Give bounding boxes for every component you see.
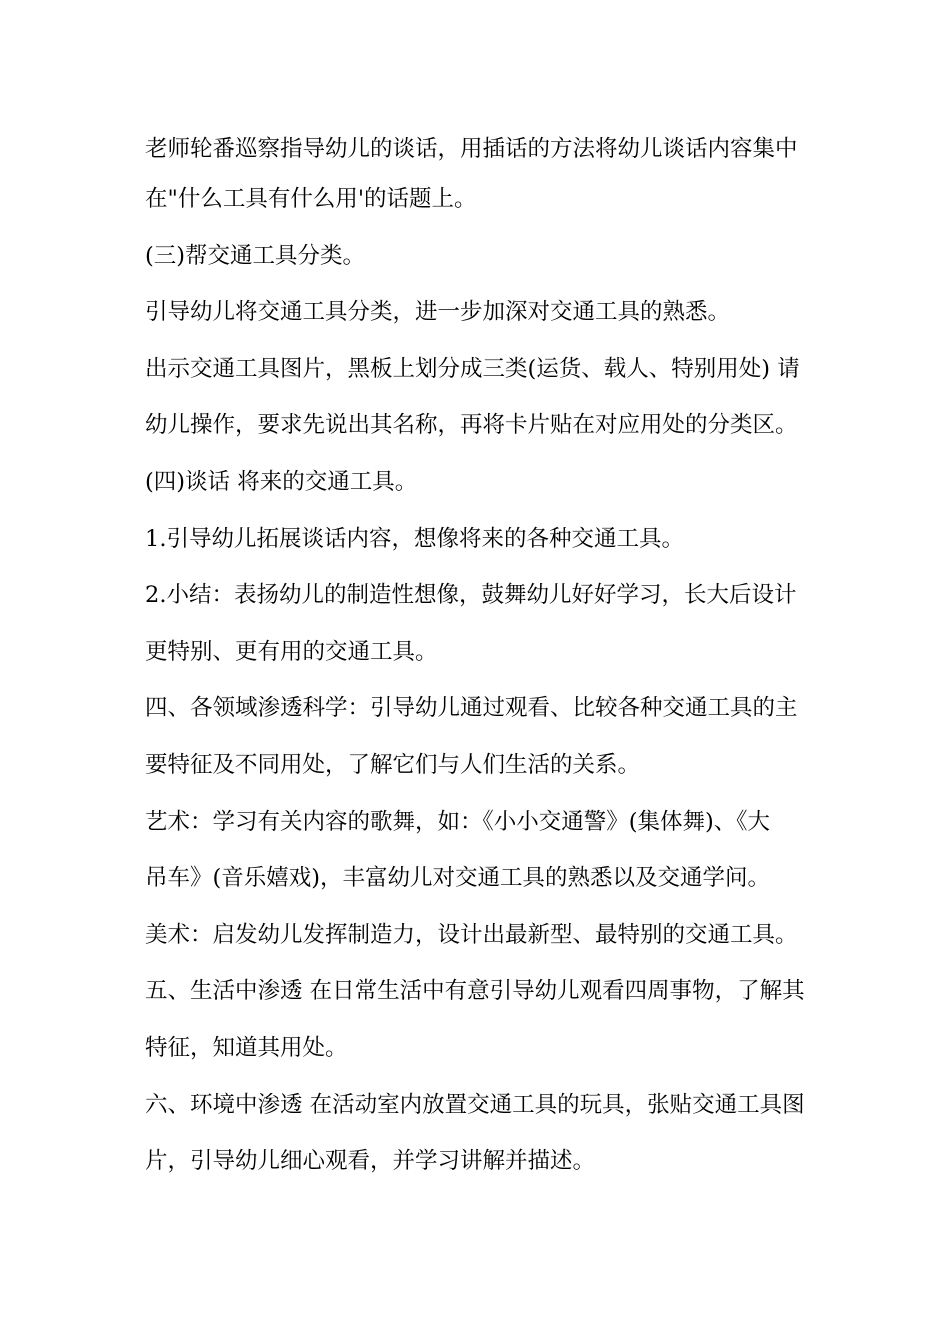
section-heading: 五、生活中渗透 在日常生活中有意引导幼儿观看四周事物，了解其 bbox=[145, 978, 805, 1005]
text-line: 更特别、更有用的交通工具。 bbox=[145, 638, 438, 665]
text-line: 美术：启发幼儿发挥制造力，设计出最新型、最特别的交通工具。 bbox=[145, 921, 798, 948]
list-item: 1.引导幼儿拓展谈话内容，想像将来的各种交通工具。 bbox=[145, 525, 684, 552]
document-body bbox=[145, 127, 813, 1190]
text-line: 在"什么工具有什么用'的话题上。 bbox=[145, 186, 477, 212]
section-heading: (四)谈话 将来的交通工具。 bbox=[145, 468, 418, 495]
text-line: 幼儿操作，要求先说出其名称，再将卡片贴在对应用处的分类区。 bbox=[145, 412, 798, 439]
section-heading: 六、环境中渗透 在活动室内放置交通工具的玩具，张贴交通工具图 bbox=[145, 1091, 805, 1118]
text-line: 老师轮番巡察指导幼儿的谈话，用插话的方法将幼儿谈话内容集中 bbox=[145, 136, 798, 162]
text-line: 艺术：学习有关内容的歌舞，如：《小小交通警》(集体舞)、《大 bbox=[145, 808, 771, 835]
text-line: 引导幼儿将交通工具分类，进一步加深对交通工具的熟悉。 bbox=[145, 299, 731, 326]
text-line: 出示交通工具图片，黑板上划分成三类(运货、载人、特别用处) 请 bbox=[145, 355, 800, 382]
section-heading: (三)帮交通工具分类。 bbox=[145, 242, 366, 269]
section-heading: 四、各领域渗透科学：引导幼儿通过观看、比较各种交通工具的主 bbox=[145, 695, 798, 722]
list-item: 2.小结：表扬幼儿的制造性想像，鼓舞幼儿好好学习，长大后设计 bbox=[145, 582, 797, 609]
text-line: 片，引导幼儿细心观看，并学习讲解并描述。 bbox=[145, 1148, 596, 1175]
text-line: 吊车》(音乐嬉戏)，丰富幼儿对交通工具的熟悉以及交通学问。 bbox=[145, 865, 771, 892]
text-line: 特征，知道其用处。 bbox=[145, 1034, 348, 1061]
text-line: 要特征及不同用处，了解它们与人们生活的关系。 bbox=[145, 751, 641, 778]
